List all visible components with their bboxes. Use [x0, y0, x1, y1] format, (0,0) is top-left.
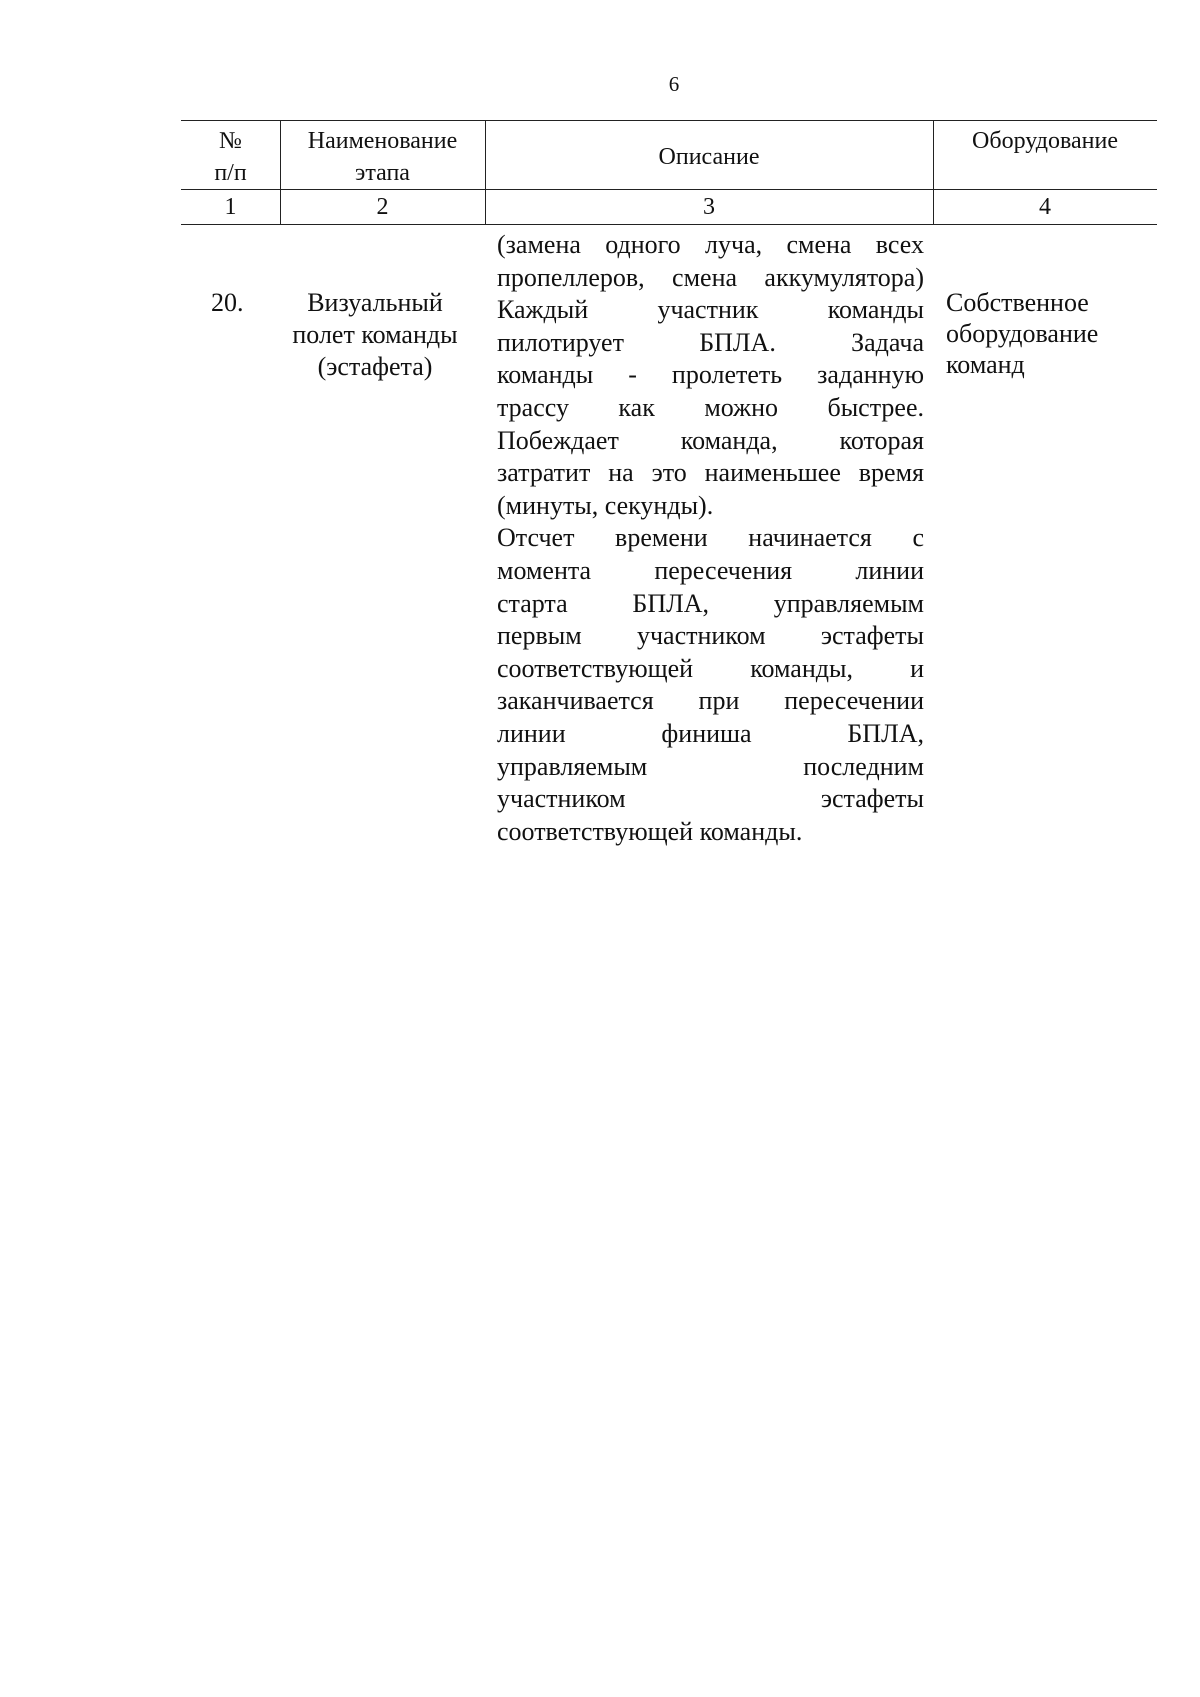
header-number — [181, 125, 280, 189]
header-stage-name — [280, 125, 485, 189]
stage-name-line: полет команды — [292, 320, 458, 349]
description-line: затратит на это наименьшее время — [497, 458, 924, 488]
stage-name — [280, 287, 470, 383]
row-number: 20. — [211, 288, 244, 317]
column-number-4: 4 — [1039, 194, 1051, 220]
description-line: линии финиша БПЛА, — [497, 718, 924, 748]
description-line: трассу как можно быстрее. — [497, 392, 924, 422]
stage-name-line: Визуальный — [307, 288, 443, 317]
header-description: Описание — [658, 144, 760, 170]
description-line: соответствующей команды. — [497, 816, 803, 846]
equipment-line: Собственное — [946, 288, 1089, 317]
description-line: управляемым последним — [497, 751, 924, 781]
description-line: Каждый участник команды — [497, 295, 924, 325]
description-line: первым участником эстафеты — [497, 621, 924, 651]
description-line: (минуты, секунды). — [497, 490, 714, 520]
stage-name-line: (эстафета) — [317, 352, 433, 381]
description-line: пилотирует БПЛА. Задача — [497, 327, 924, 357]
description-line: соответствующей команды, и — [497, 653, 924, 683]
description-line: (замена одного луча, смена всех — [497, 230, 924, 259]
description-line: старта БПЛА, управляемым — [497, 588, 924, 618]
equipment-line: оборудование — [946, 319, 1099, 348]
description-line: Отсчет времени начинается с — [497, 523, 924, 553]
table-header — [181, 120, 1157, 225]
page-number: 6 — [668, 72, 680, 96]
equipment — [946, 287, 1151, 380]
description-line: пропеллеров, смена аккумулятора) — [497, 262, 924, 292]
description-line: Побеждает команда, которая — [497, 425, 924, 455]
equipment-line: команд — [946, 350, 1025, 379]
description-line: участником эстафеты — [497, 784, 924, 814]
stages-table — [181, 120, 1157, 865]
description-line: заканчивается при пересечении — [497, 686, 924, 716]
description-line: момента пересечения линии — [497, 555, 924, 585]
column-number-3: 3 — [703, 194, 715, 220]
header-stage-name-line1: Наименование — [307, 128, 458, 154]
column-number-1: 1 — [224, 194, 237, 220]
header-equipment: Оборудование — [972, 128, 1118, 154]
column-number-2: 2 — [376, 194, 389, 220]
header-number-symbol: № — [219, 128, 242, 154]
header-number-abbr: п/п — [214, 160, 247, 186]
table-row — [181, 225, 1157, 865]
header-stage-name-line2: этапа — [355, 160, 410, 186]
stage-description — [497, 229, 924, 848]
header-divider — [181, 189, 1157, 190]
description-line: команды - пролететь заданную — [497, 360, 924, 390]
